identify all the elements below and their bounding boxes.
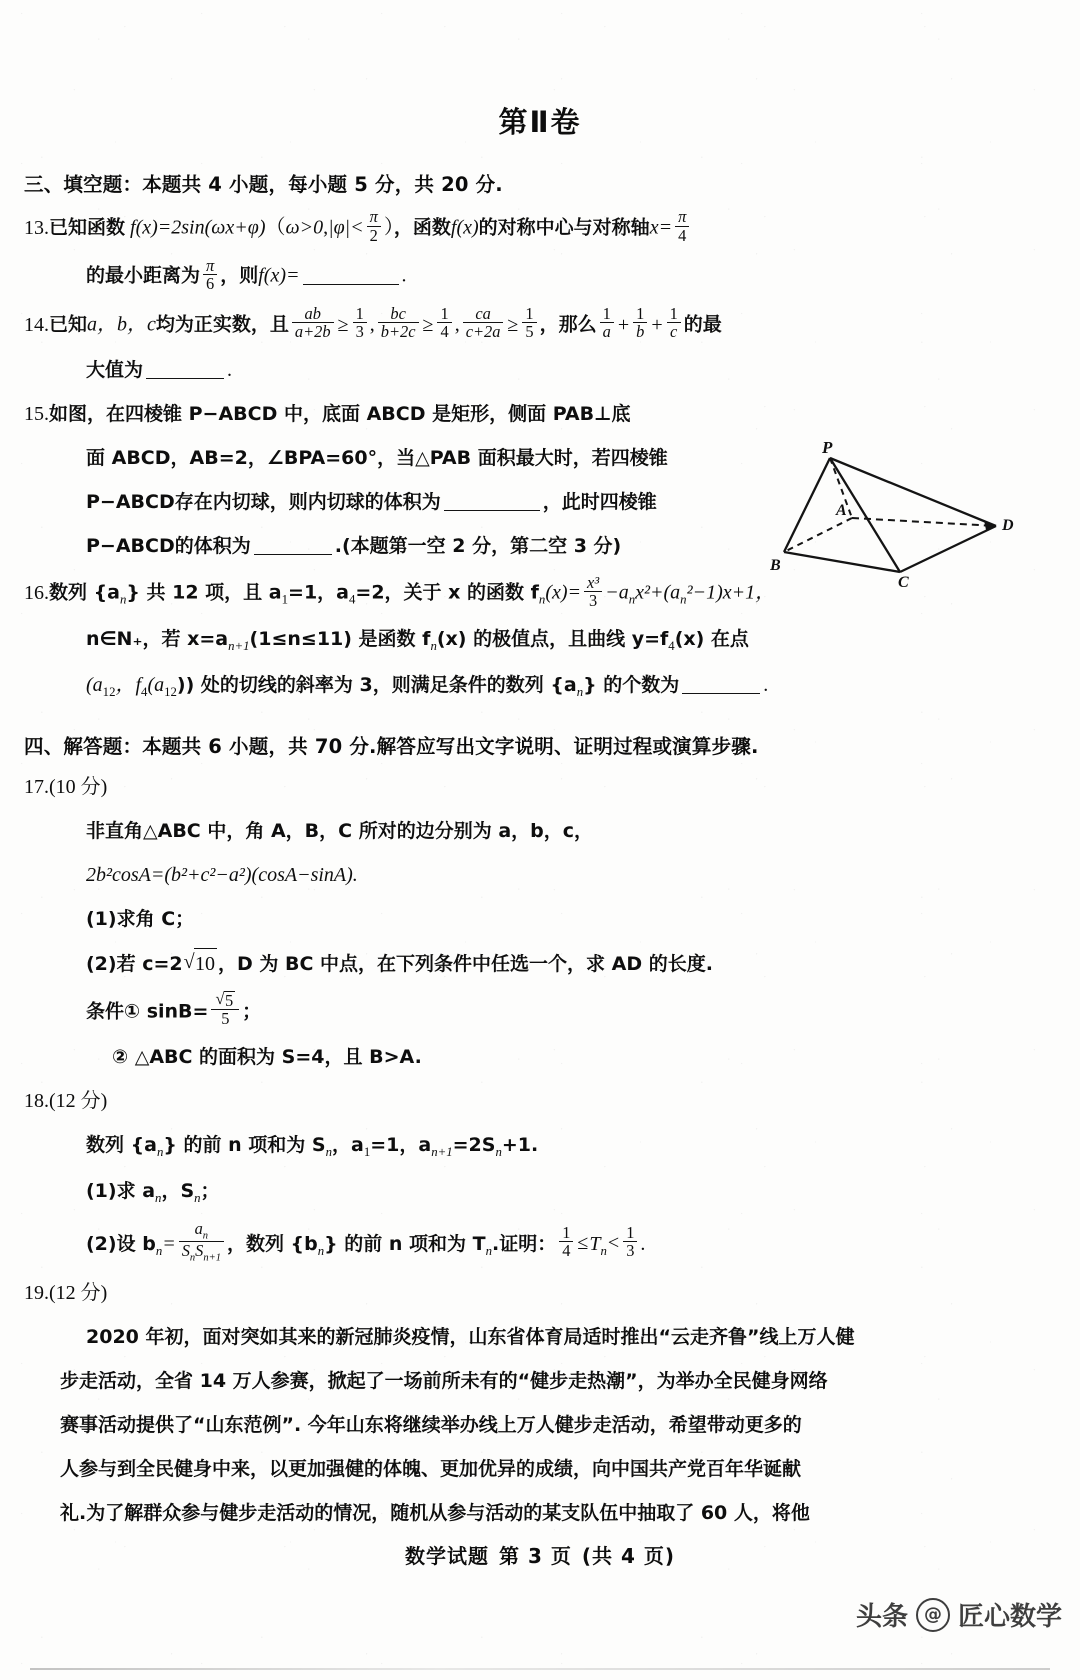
q16-sub-a12-2: 12 <box>164 684 177 699</box>
q18-sub-1: 1 <box>363 1144 371 1159</box>
q14-text-c: ，那么 <box>539 313 597 336</box>
question-16-line-3 <box>86 670 1020 703</box>
page-footer <box>0 1540 1080 1569</box>
q13-axis-eq: x= <box>649 216 673 239</box>
q15-text-line-4a: P−ABCD的体积为 <box>86 535 251 558</box>
q18-text-e: =2S <box>452 1133 496 1156</box>
q14-bound-1: $\frac{1}{3}$ <box>353 305 367 340</box>
q13-text-c: 的对称中心与对称轴 <box>478 216 650 239</box>
q16-text-c: =1，a <box>288 582 349 605</box>
page-title: 第Ⅱ卷 <box>498 105 582 139</box>
question-18-number: 18. <box>24 1089 49 1112</box>
q18-tn-subscript: n <box>600 1243 607 1258</box>
q16-cubic-fraction: $\frac{\text{x³}}{3}$ <box>584 574 602 609</box>
footer-page-number: 第 3 页 <box>499 1544 572 1568</box>
q14-sum-term-3: $\frac{1}{c}$ <box>667 305 681 340</box>
q13-function-def: f(x)=2sin(ωx+φ) <box>130 216 266 239</box>
q14-period: . <box>227 359 233 382</box>
figure-label-b: B <box>770 557 781 574</box>
q13-text-a: 已知函数 <box>49 216 126 239</box>
q16-text-b: } 共 12 项，且 a <box>126 582 282 605</box>
edge-b-c <box>784 552 900 572</box>
question-17-sub-1 <box>86 904 1020 935</box>
q17-sub-2-text-a: (2)若 c=2 <box>86 952 183 975</box>
section-heading-fill-in-blanks: 三、填空题：本题共 4 小题，每小题 5 分，共 20 分. <box>24 173 503 196</box>
q18-upper-bound: $\frac{1}{3}$ <box>623 1224 637 1259</box>
q15-text-line-4b: .(本题第一空 2 分，第二空 3 分) <box>334 535 622 558</box>
question-18-number-line <box>24 1086 1020 1117</box>
edge-a-d-hidden <box>852 518 996 526</box>
q15-text-line-2: 面 ABCD，AB=2，∠BPA=60°，当△PAB 面积最大时，若四棱锥 <box>86 447 668 470</box>
question-15-line-1 <box>24 399 1020 430</box>
question-15-number: 15. <box>24 403 49 426</box>
q15-answer-blank-2[interactable] <box>254 534 332 555</box>
question-17-sub-2 <box>86 948 1020 980</box>
q17-text-line-1: 非直角△ABC 中，角 A，B，C 所对的边分别为 a，b，c， <box>86 819 594 842</box>
q16-sub-fn: n <box>538 593 546 608</box>
section-heading-solution-problems: 四、解答题：本题共 6 小题，共 70 分.解答应写出文字说明、证明过程或演算步骤. <box>24 734 759 758</box>
q18-sub2-bn-2: n <box>317 1243 325 1258</box>
q15-answer-blank-1[interactable] <box>444 490 540 511</box>
question-18-sub-1 <box>86 1176 1020 1209</box>
question-19-paragraph-line-4 <box>60 1454 1020 1485</box>
q17-equation: 2b²cosA=(b²+c²−a²)(cosA−sinA). <box>86 863 358 886</box>
q14-ge-1: ≥ <box>337 313 349 336</box>
q16-sub-fn-2: n <box>430 638 437 653</box>
question-16-number: 16. <box>24 582 49 605</box>
q19-line-2: 步走活动，全省 14 万人参赛，掀起了一场前所未有的“健步走热潮”，为举办全民健身网络 <box>60 1370 828 1393</box>
q14-bound-2: $\frac{1}{4}$ <box>437 305 451 340</box>
q17-sub-2-text-b: ，D 为 BC 中点，在下列条件中任选一个，求 AD 的长度. <box>218 952 713 975</box>
watermark-platform: 头条 <box>855 1602 908 1632</box>
figure-label-p: P <box>822 440 833 457</box>
q18-sub-1-text-c: ； <box>200 1179 220 1202</box>
figure-label-d: D <box>1002 517 1014 534</box>
question-13-line-1: 13.已知函数 f(x)=2sin(ωx+φ)（ω>0,|φ|< $\frac{\pi}{2}$ ），函数f(x)的对称中心与对称轴x= $\frac{\pi}{4}$ <box>60 210 1020 245</box>
question-18-sub-2 <box>86 1218 1020 1266</box>
q16-sub-an: n <box>628 593 636 608</box>
q16-text-m: (a <box>86 673 103 696</box>
question-17-number-line <box>24 772 1020 803</box>
q18-tn-symbol: T <box>589 1232 601 1255</box>
q16-text-p: )) 处的切线的斜率为 3，则满足条件的数列 {a <box>176 673 577 696</box>
question-19-paragraph-line-5 <box>60 1498 1020 1529</box>
edge-a-b-hidden <box>784 518 852 552</box>
q14-sum-term-2: $\frac{1}{b}$ <box>633 305 647 340</box>
q14-sum-term-1: $\frac{1}{a}$ <box>600 305 614 340</box>
page-content <box>24 0 1020 1680</box>
q16-text-e: (x)= <box>545 582 582 605</box>
q18-sub-1-text-b: ，S <box>161 1179 195 1202</box>
q14-answer-blank[interactable] <box>146 358 224 379</box>
q18-sub-n-plus-1: n+1 <box>431 1144 453 1159</box>
footer-subject: 数学试题 <box>405 1544 490 1568</box>
question-15-figure <box>770 440 1032 588</box>
question-17-number: 17. <box>24 775 49 798</box>
q16-text-h: ²−1)x+1， <box>686 582 776 605</box>
q16-text-a: 数列 {a <box>49 582 120 605</box>
q18-sub-1-text-a: (1)求 a <box>86 1179 156 1202</box>
q17-condition-1-fraction: √ $\frac{5}{5}$ <box>211 991 239 1027</box>
question-13-number: 13. <box>24 216 49 239</box>
q18-sub-n-1: n <box>156 1144 164 1159</box>
q16-answer-blank[interactable] <box>682 673 760 694</box>
figure-label-a: A <box>836 502 847 519</box>
q16-text-j: (1≤n≤11) 是函数 f <box>249 627 431 650</box>
q14-text-b: 均为正实数，且 <box>155 313 289 336</box>
q13-text-e: ，则 <box>220 265 259 288</box>
question-17-line-1 <box>86 816 1020 847</box>
q16-period: . <box>763 673 769 696</box>
q18-bn-fraction: $\frac{a_n}{S_nS_{n+1}}$ <box>179 1220 224 1264</box>
q18-text-d: =1，a <box>370 1133 432 1156</box>
q16-text-g: x²+(a <box>635 582 681 605</box>
q18-lt-sign: < <box>607 1232 620 1255</box>
q13-answer-blank[interactable] <box>303 264 399 285</box>
q16-sub-f4: 4 <box>668 638 675 653</box>
pyramid-p-abcd-diagram <box>770 440 1032 588</box>
q16-text-n: ，f <box>115 673 142 696</box>
q18-text-c: ，a <box>331 1133 364 1156</box>
q14-fraction-3: $\frac{ca}{c+2a}$ <box>463 305 504 340</box>
q18-prove-label: .证明： <box>491 1232 557 1255</box>
q16-sub-a1: 1 <box>281 593 289 608</box>
q13-cond-phi-abs: |φ|< <box>328 216 364 239</box>
q14-fraction-1: $\frac{ab}{a+2b}$ <box>292 305 334 340</box>
question-14-line-1: 14.已知a，b，c均为正实数，且 $\frac{ab}{a+2b}$ ≥ $\frac{1}{3}$ , $\frac{bc}{b+2c}$ ≥ $\frac{1}{4}$ , $\frac{ca}{c+2a}$ ≥ $\frac{1}{5}$ ，那么 $\frac{1}{a}$ + $\frac{1}{b}$ + $\frac{1}{c}$ 的最 <box>24 304 722 342</box>
q18-period: . <box>640 1232 646 1255</box>
question-16-line-2 <box>86 624 1020 657</box>
q19-line-3: 赛事活动提供了“山东范例”. 今年山东将继续举办线上万人健步走活动，希望带动更多的 <box>60 1414 802 1437</box>
q14-fraction-2: $\frac{bc}{b+2c}$ <box>378 305 419 340</box>
q19-line-5: 礼.为了解群众参与健步走活动的情况，随机从参与活动的某支队伍中抽取了 60 人，将他 <box>60 1502 810 1525</box>
watermark-account: 匠心数学 <box>957 1602 1062 1632</box>
q18-sub2-tn: n <box>485 1243 492 1258</box>
q18-sub-n-2: n <box>325 1144 332 1159</box>
q16-text-q: } 的个数为 <box>583 673 680 696</box>
q18-sub1-n-1: n <box>155 1190 162 1205</box>
question-19-points: (12 分) <box>49 1282 108 1305</box>
q18-sub1-n-2: n <box>194 1190 201 1205</box>
q16-text-o: (a <box>147 673 165 696</box>
q13-text-b: ，函数 <box>393 216 451 239</box>
figure-label-c: C <box>898 574 909 588</box>
q16-sub-f4-2: 4 <box>141 684 148 699</box>
question-19-number-line <box>24 1278 1020 1309</box>
q18-text-f: +1. <box>501 1133 539 1156</box>
q14-bound-3: $\frac{1}{5}$ <box>522 305 536 340</box>
question-14-line-2 <box>86 355 1020 386</box>
q14-text-a: 已知 <box>49 313 88 336</box>
q15-text-line-3a: P−ABCD存在内切球，则内切球的体积为 <box>86 491 441 514</box>
q16-sub-an2: n <box>680 593 687 608</box>
q18-lower-bound: $\frac{1}{4}$ <box>559 1224 573 1259</box>
q13-axis-fraction: $\frac{\pi}{4}$ <box>675 208 689 243</box>
q17-condition-1-end: ； <box>242 1000 262 1023</box>
question-19-paragraph-line-1 <box>86 1322 1020 1353</box>
q16-text-i: n∈N₊，若 x=a <box>86 627 229 650</box>
scan-edge-line <box>30 1668 1050 1670</box>
q14-text-e: 大值为 <box>86 359 144 382</box>
q18-equals: = <box>162 1232 176 1255</box>
q14-ge-2: ≥ <box>422 313 434 336</box>
q17-sqrt-5: √ 5 <box>215 991 235 1009</box>
q14-vars: a，b，c <box>87 313 156 336</box>
question-17-line-2 <box>86 860 1020 891</box>
watermark <box>856 1596 1062 1633</box>
q18-sub-n-3: n <box>495 1144 502 1159</box>
q18-sub-2-text-b: ，数列 {b <box>226 1232 318 1255</box>
q18-text-a: 数列 {a <box>86 1133 157 1156</box>
q14-text-d: 的最 <box>683 313 722 336</box>
q16-sub-n-plus-1: n+1 <box>228 638 250 653</box>
at-sign-icon: @ <box>916 1598 950 1632</box>
q13-period: . <box>401 265 407 288</box>
q13-text-d: 的最小距离为 <box>86 265 201 288</box>
question-14-number: 14. <box>24 313 49 336</box>
question-13-line-2 <box>86 255 1020 294</box>
q18-le-sign: ≤ <box>577 1232 589 1255</box>
q18-text-b: } 的前 n 项和为 S <box>163 1133 326 1156</box>
q18-sub-2-text-c: } 的前 n 项和为 T <box>324 1232 486 1255</box>
footer-total-pages: (共 4 页) <box>581 1544 675 1568</box>
question-16-line-1 <box>24 572 1020 611</box>
question-18-points: (12 分) <box>49 1089 108 1112</box>
question-17-condition-1 <box>86 990 1020 1029</box>
edge-p-d <box>830 458 996 526</box>
q16-sub-n-1: n <box>119 593 127 608</box>
q13-fx: f(x) <box>450 216 479 239</box>
q13-phi-bound-fraction: $\frac{\pi}{2}$ <box>367 208 381 243</box>
question-17-points: (10 分) <box>49 775 108 798</box>
q16-text-l: (x) 在点 <box>674 627 749 650</box>
q19-line-4: 人参与到全民健身中来，以更加强健的体魄、更加优异的成绩，向中国共产党百年华诞献 <box>60 1458 802 1481</box>
q17-sub-1-text: (1)求角 C； <box>86 907 195 930</box>
q15-text-line-3b: ，此时四棱锥 <box>542 491 657 514</box>
question-18-line-1 <box>86 1130 1020 1163</box>
q14-ge-3: ≥ <box>507 313 519 336</box>
q13-answer-label: f(x)= <box>258 265 300 288</box>
q17-sqrt-10: √ 10 <box>184 948 217 980</box>
q17-condition-1-label: 条件① sinB= <box>86 1000 209 1023</box>
question-19-paragraph-line-2 <box>60 1366 1020 1397</box>
q16-sub-a4: 4 <box>349 593 356 608</box>
q18-sub-2-text-a: (2)设 b <box>86 1232 156 1255</box>
question-19-number: 19. <box>24 1282 49 1305</box>
q16-text-k: (x) 的极值点，且曲线 y=f <box>436 627 669 650</box>
q13-cond-omega: ω>0 <box>285 216 324 239</box>
question-19-paragraph-line-3 <box>60 1410 1020 1441</box>
q16-sub-n-last: n <box>576 684 584 699</box>
q15-text-line-1: 如图，在四棱锥 P−ABCD 中，底面 ABCD 是矩形，侧面 PAB⊥底 <box>49 403 631 426</box>
edge-p-b <box>784 458 830 552</box>
q18-sub2-bn: n <box>155 1243 163 1258</box>
question-17-condition-2 <box>112 1042 1020 1073</box>
q16-text-d: =2，关于 x 的函数 f <box>355 582 539 605</box>
q13-distance-fraction: $\frac{\pi}{6}$ <box>203 257 217 292</box>
q19-line-1: 2020 年初，面对突如其来的新冠肺炎疫情，山东省体育局适时推出“云走齐鲁”线上万人健 <box>86 1326 855 1349</box>
q16-text-f: −a <box>605 582 629 605</box>
q16-sub-a12-1: 12 <box>102 684 116 699</box>
edge-c-d <box>900 526 996 572</box>
q17-condition-2-text: ② △ABC 的面积为 S=4，且 B>A. <box>112 1045 422 1068</box>
